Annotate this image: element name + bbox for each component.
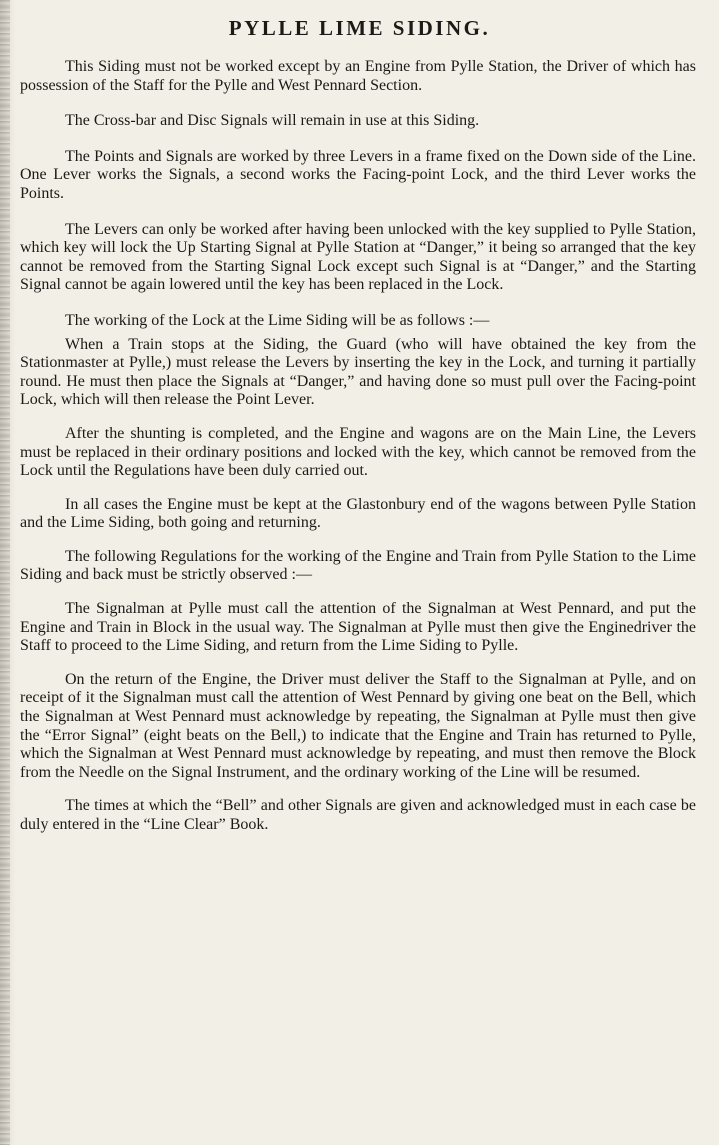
paragraph-levers-frame: The Points and Signals are worked by three Levers in a frame fixed on the Down side of the Line. One Lever works the Signals, a second works the Facing-point Lock, and the third Lever works the Points. — [20, 147, 696, 202]
page-edge-shadow — [0, 0, 10, 1145]
paragraph-siding-restriction: This Siding must not be worked except by an Engine from Pylle Station, the Driver of which has possession of the Staff for the Pylle and West Pennard Section. — [20, 58, 696, 94]
paragraph-after-shunting: After the shunting is completed, and the Engine and wagons are on the Main Line, the Levers must be replaced in their ordinary positions and locked with the key, which cannot be removed from the Lock until the Regulations have been duly carried out. — [20, 424, 696, 480]
paragraph-lock-working-intro: The working of the Lock at the Lime Siding will be as follows :— — [65, 311, 490, 329]
paragraph-engine-position: In all cases the Engine must be kept at the Glastonbury end of the wagons between Pylle Station and the Lime Siding, both going and returning. — [20, 495, 696, 532]
paragraph-key-locking: The Levers can only be worked after having been unlocked with the key supplied to Pylle Station, which key will lock the Up Starting Signal at Pylle Station at “Danger,” it being so arranged that the key cannot be removed from the Starting Signal Lock except such Signal is at “Danger,” and the Starting Signal cannot be again lowered until the key has been replaced in the Lock. — [20, 220, 696, 294]
paragraph-train-stops: When a Train stops at the Siding, the Guard (who will have obtained the key from the Stationmaster at Pylle,) must release the Levers by inserting the key in the Lock, and turning it partially round. He must then place the Signals at “Danger,” and having done so must pull over the Facing-point Lock, which will then release the Point Lever. — [20, 335, 696, 409]
paragraph-engine-return: On the return of the Engine, the Driver must deliver the Staff to the Signalman at Pylle, and on receipt of it the Signalman must call the attention of West Pennard by giving one beat on the Bell, which the Signalman at West Pennard must acknowledge by repeating, the Signalman at Pylle must then give the “Error Signal” (eight beats on the Bell,) to indicate that the Engine and Train has returned to Pylle, which the Signalman at West Pennard must acknowledge by repeating, and must then remove the Block from the Needle on the Signal Instrument, and the ordinary working of the Line will be resumed. — [20, 670, 696, 781]
paragraph-signalman-block: The Signalman at Pylle must call the attention of the Signalman at West Pennard, and put the Engine and Train in Block in the usual way. The Signalman at Pylle must then give the Enginedriver the Staff to proceed to the Lime Siding, and return from the Lime Siding to Pylle. — [20, 600, 696, 655]
paragraph-line-clear-book: The times at which the “Bell” and other Signals are given and acknowledged must in each case be duly entered in the “Line Clear” Book. — [20, 797, 696, 833]
document-body — [20, 58, 696, 835]
document-title: PYLLE LIME SIDING. — [228, 16, 491, 40]
paragraph-regulations-intro: The following Regulations for the working of the Engine and Train from Pylle Station to the Lime Siding and back must be strictly observed :— — [20, 547, 696, 584]
paragraph-signals-in-use: The Cross-bar and Disc Signals will remain in use at this Siding. — [65, 112, 480, 130]
